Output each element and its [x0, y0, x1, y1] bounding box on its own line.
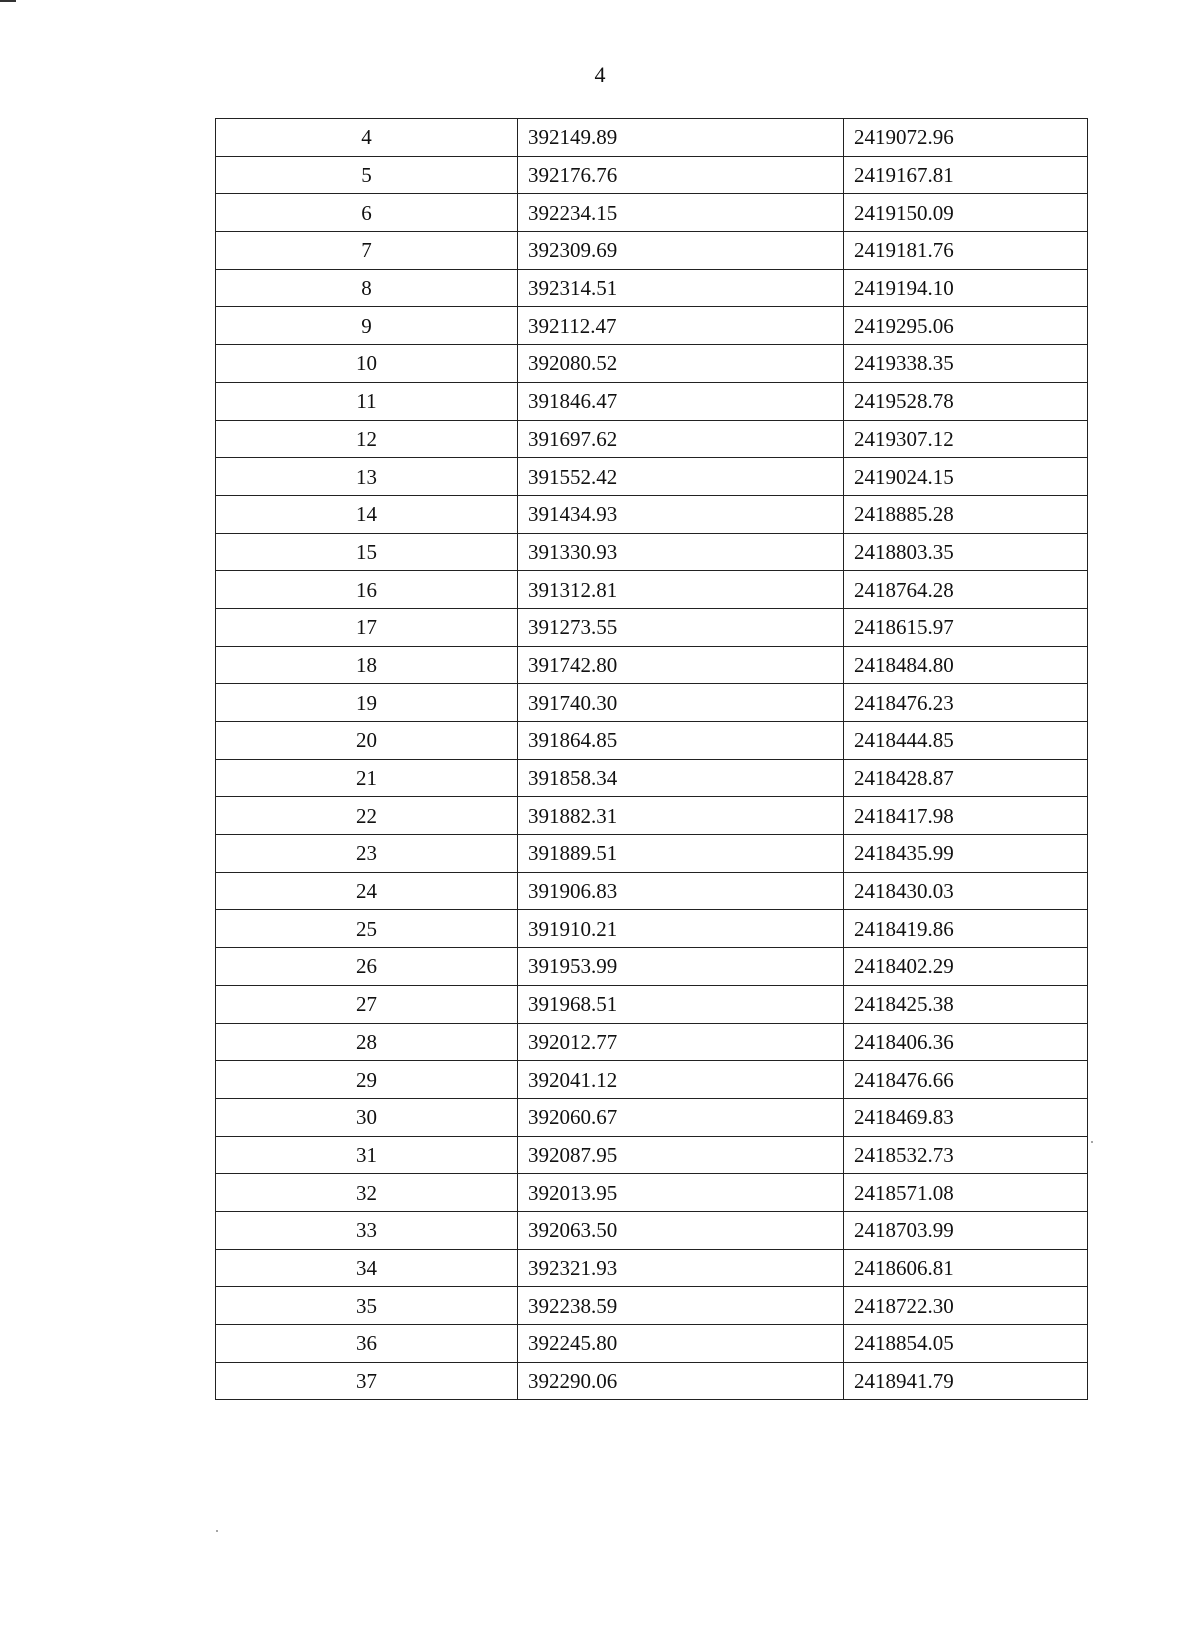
y-coordinate-cell: 2418722.30: [844, 1287, 1088, 1325]
x-coordinate-cell: 392149.89: [518, 119, 844, 157]
x-coordinate-cell: 392080.52: [518, 345, 844, 383]
y-coordinate-cell: 2419338.35: [844, 345, 1088, 383]
y-coordinate-cell: 2419181.76: [844, 232, 1088, 270]
point-number-cell: 10: [216, 345, 518, 383]
table-row: [216, 1325, 1088, 1363]
point-number-cell: 13: [216, 458, 518, 496]
x-coordinate-cell: 392234.15: [518, 194, 844, 232]
point-number-cell: 22: [216, 797, 518, 835]
table-row: [216, 1136, 1088, 1174]
x-coordinate-cell: 391330.93: [518, 533, 844, 571]
x-coordinate-cell: 391740.30: [518, 684, 844, 722]
table-row: [216, 1098, 1088, 1136]
x-coordinate-cell: 392087.95: [518, 1136, 844, 1174]
coordinates-table-body: [216, 119, 1088, 1400]
table-row: [216, 1061, 1088, 1099]
x-coordinate-cell: 392309.69: [518, 232, 844, 270]
x-coordinate-cell: 392063.50: [518, 1211, 844, 1249]
y-coordinate-cell: 2418941.79: [844, 1362, 1088, 1400]
table-row: [216, 495, 1088, 533]
y-coordinate-cell: 2418764.28: [844, 571, 1088, 609]
x-coordinate-cell: 392238.59: [518, 1287, 844, 1325]
point-number-cell: 21: [216, 759, 518, 797]
table-row: [216, 382, 1088, 420]
x-coordinate-cell: 392245.80: [518, 1325, 844, 1363]
scan-speck: [1091, 1141, 1093, 1143]
point-number-cell: 36: [216, 1325, 518, 1363]
y-coordinate-cell: 2418615.97: [844, 608, 1088, 646]
y-coordinate-cell: 2418571.08: [844, 1174, 1088, 1212]
table-row: [216, 646, 1088, 684]
point-number-cell: 12: [216, 420, 518, 458]
page-number: 4: [594, 62, 606, 87]
x-coordinate-cell: 391846.47: [518, 382, 844, 420]
table-row: [216, 156, 1088, 194]
point-number-cell: 11: [216, 382, 518, 420]
y-coordinate-cell: 2419072.96: [844, 119, 1088, 157]
y-coordinate-cell: 2418885.28: [844, 495, 1088, 533]
y-coordinate-cell: 2418402.29: [844, 948, 1088, 986]
point-number-cell: 15: [216, 533, 518, 571]
table-row: [216, 1249, 1088, 1287]
y-coordinate-cell: 2418606.81: [844, 1249, 1088, 1287]
point-number-cell: 18: [216, 646, 518, 684]
table-row: [216, 1287, 1088, 1325]
y-coordinate-cell: 2418425.38: [844, 985, 1088, 1023]
scan-corner-mark: [0, 0, 16, 2]
table-row: [216, 759, 1088, 797]
y-coordinate-cell: 2418444.85: [844, 722, 1088, 760]
point-number-cell: 23: [216, 835, 518, 873]
y-coordinate-cell: 2419024.15: [844, 458, 1088, 496]
y-coordinate-cell: 2418803.35: [844, 533, 1088, 571]
x-coordinate-cell: 391910.21: [518, 910, 844, 948]
point-number-cell: 19: [216, 684, 518, 722]
table-row: [216, 985, 1088, 1023]
table-row: [216, 307, 1088, 345]
x-coordinate-cell: 391889.51: [518, 835, 844, 873]
y-coordinate-cell: 2418469.83: [844, 1098, 1088, 1136]
point-number-cell: 31: [216, 1136, 518, 1174]
table-row: [216, 420, 1088, 458]
point-number-cell: 4: [216, 119, 518, 157]
point-number-cell: 14: [216, 495, 518, 533]
x-coordinate-cell: 391434.93: [518, 495, 844, 533]
table-row: [216, 269, 1088, 307]
x-coordinate-cell: 392012.77: [518, 1023, 844, 1061]
y-coordinate-cell: 2419307.12: [844, 420, 1088, 458]
point-number-cell: 28: [216, 1023, 518, 1061]
y-coordinate-cell: 2418532.73: [844, 1136, 1088, 1174]
point-number-cell: 5: [216, 156, 518, 194]
table-row: [216, 119, 1088, 157]
y-coordinate-cell: 2418406.36: [844, 1023, 1088, 1061]
point-number-cell: 9: [216, 307, 518, 345]
x-coordinate-cell: 391882.31: [518, 797, 844, 835]
y-coordinate-cell: 2418430.03: [844, 872, 1088, 910]
x-coordinate-cell: 391953.99: [518, 948, 844, 986]
point-number-cell: 25: [216, 910, 518, 948]
y-coordinate-cell: 2418428.87: [844, 759, 1088, 797]
scan-speck: [216, 1530, 218, 1532]
point-number-cell: 27: [216, 985, 518, 1023]
point-number-cell: 37: [216, 1362, 518, 1400]
point-number-cell: 30: [216, 1098, 518, 1136]
x-coordinate-cell: 392314.51: [518, 269, 844, 307]
table-row: [216, 1362, 1088, 1400]
point-number-cell: 32: [216, 1174, 518, 1212]
point-number-cell: 8: [216, 269, 518, 307]
table-row: [216, 1174, 1088, 1212]
table-row: [216, 533, 1088, 571]
table-row: [216, 232, 1088, 270]
x-coordinate-cell: 392013.95: [518, 1174, 844, 1212]
x-coordinate-cell: 391273.55: [518, 608, 844, 646]
x-coordinate-cell: 391968.51: [518, 985, 844, 1023]
x-coordinate-cell: 391697.62: [518, 420, 844, 458]
y-coordinate-cell: 2418417.98: [844, 797, 1088, 835]
table-row: [216, 1023, 1088, 1061]
table-row: [216, 458, 1088, 496]
x-coordinate-cell: 391858.34: [518, 759, 844, 797]
x-coordinate-cell: 392060.67: [518, 1098, 844, 1136]
x-coordinate-cell: 392041.12: [518, 1061, 844, 1099]
x-coordinate-cell: 391906.83: [518, 872, 844, 910]
y-coordinate-cell: 2419150.09: [844, 194, 1088, 232]
point-number-cell: 7: [216, 232, 518, 270]
point-number-cell: 17: [216, 608, 518, 646]
table-row: [216, 194, 1088, 232]
point-number-cell: 35: [216, 1287, 518, 1325]
y-coordinate-cell: 2419295.06: [844, 307, 1088, 345]
table-row: [216, 948, 1088, 986]
table-row: [216, 608, 1088, 646]
point-number-cell: 20: [216, 722, 518, 760]
table-row: [216, 835, 1088, 873]
x-coordinate-cell: 392112.47: [518, 307, 844, 345]
x-coordinate-cell: 392176.76: [518, 156, 844, 194]
y-coordinate-cell: 2419194.10: [844, 269, 1088, 307]
y-coordinate-cell: 2418476.66: [844, 1061, 1088, 1099]
y-coordinate-cell: 2418484.80: [844, 646, 1088, 684]
x-coordinate-cell: 392321.93: [518, 1249, 844, 1287]
table-row: [216, 571, 1088, 609]
y-coordinate-cell: 2418476.23: [844, 684, 1088, 722]
x-coordinate-cell: 391864.85: [518, 722, 844, 760]
y-coordinate-cell: 2418435.99: [844, 835, 1088, 873]
y-coordinate-cell: 2418703.99: [844, 1211, 1088, 1249]
table-row: [216, 722, 1088, 760]
y-coordinate-cell: 2418854.05: [844, 1325, 1088, 1363]
point-number-cell: 26: [216, 948, 518, 986]
point-number-cell: 33: [216, 1211, 518, 1249]
coordinates-table: [215, 118, 1088, 1400]
table-row: [216, 797, 1088, 835]
x-coordinate-cell: 392290.06: [518, 1362, 844, 1400]
point-number-cell: 16: [216, 571, 518, 609]
point-number-cell: 24: [216, 872, 518, 910]
x-coordinate-cell: 391552.42: [518, 458, 844, 496]
y-coordinate-cell: 2419167.81: [844, 156, 1088, 194]
table-row: [216, 345, 1088, 383]
x-coordinate-cell: 391312.81: [518, 571, 844, 609]
table-row: [216, 1211, 1088, 1249]
y-coordinate-cell: 2418419.86: [844, 910, 1088, 948]
table-row: [216, 684, 1088, 722]
table-row: [216, 872, 1088, 910]
y-coordinate-cell: 2419528.78: [844, 382, 1088, 420]
x-coordinate-cell: 391742.80: [518, 646, 844, 684]
point-number-cell: 34: [216, 1249, 518, 1287]
point-number-cell: 6: [216, 194, 518, 232]
table-row: [216, 910, 1088, 948]
point-number-cell: 29: [216, 1061, 518, 1099]
